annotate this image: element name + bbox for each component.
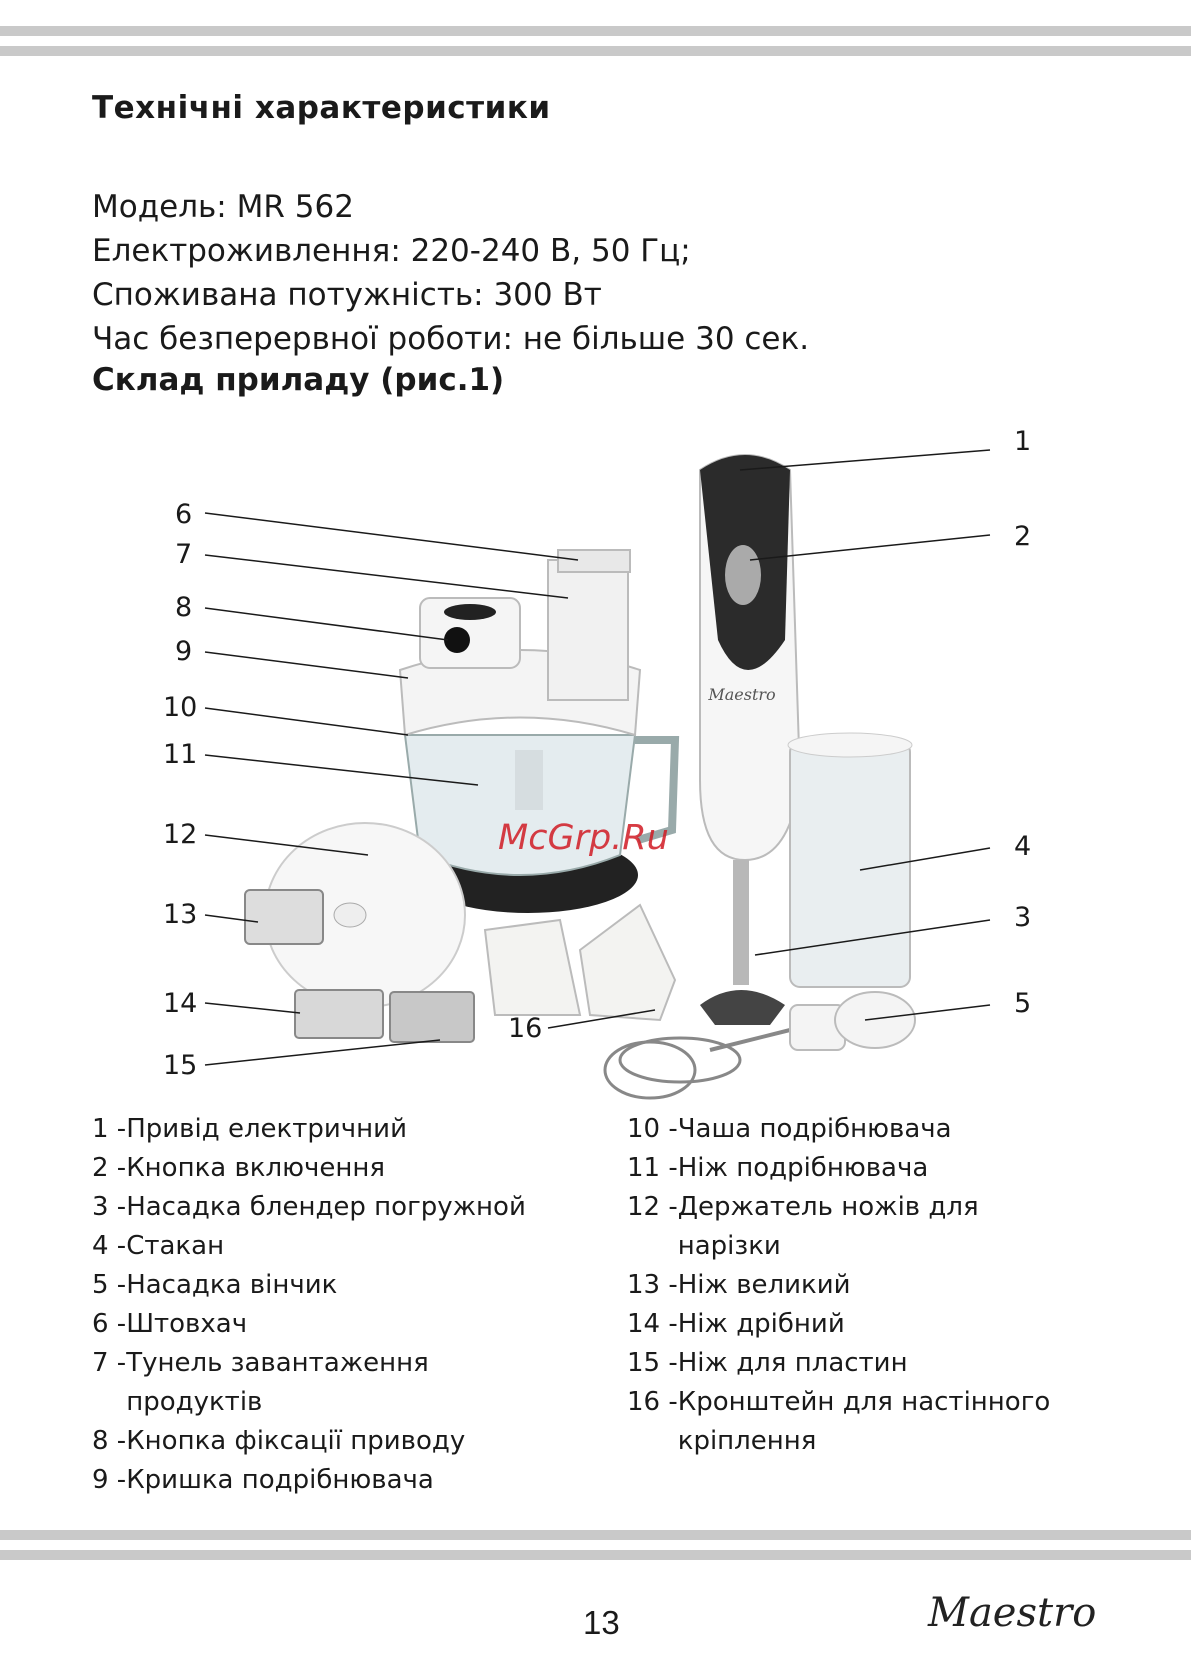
legend-item [92,1227,612,1266]
legend-num: 7 - [92,1348,127,1378]
blender-logo: Maestro [708,685,776,704]
legend-left [92,1110,612,1500]
callout-15: 15 [163,1050,198,1081]
legend-text: Ніж для пластин [677,1348,908,1378]
bottom-rule-1 [0,1530,1191,1540]
wall-bracket-illustration [485,905,675,1020]
legend-item [627,1266,1147,1305]
legend-num: 11 - [627,1153,678,1183]
callout-16: 16 [508,1013,543,1044]
legend-num: 2 - [92,1153,127,1183]
legend-right [627,1110,1147,1461]
legend-item [627,1110,1147,1149]
leader-line-9 [205,652,408,678]
legend-num: 6 - [92,1309,127,1339]
legend-item [92,1422,612,1461]
legend-text: Кнопка включення [126,1153,385,1183]
leader-line-8 [205,608,448,640]
callout-3: 3 [1014,902,1032,933]
legend-text: Стакан [126,1231,225,1261]
top-rule-1 [0,26,1191,36]
hand-blender-illustration [700,455,800,1025]
legend-item [92,1188,612,1227]
legend-text: Ніж подрібнювача [677,1153,929,1183]
slicing-disc-illustration [245,823,474,1042]
legend-num: 12 - [627,1192,678,1222]
legend-text: Кнопка фіксації приводу [126,1426,466,1456]
legend-item [627,1305,1147,1344]
legend-item [627,1188,1147,1266]
spec-list [92,185,809,361]
callout-2: 2 [1014,521,1032,552]
legend-num: 4 - [92,1231,127,1261]
legend-item [627,1149,1147,1188]
callout-5: 5 [1014,988,1032,1019]
spec-model: Модель: MR 562 [92,189,354,225]
legend-num: 9 - [92,1465,127,1495]
legend-num: 1 - [92,1114,127,1144]
legend-item [627,1383,1147,1461]
legend-item [92,1110,612,1149]
beaker-illustration [788,733,912,987]
spec-operation-time: Час безперервної роботи: не більше 30 сек. [92,321,810,357]
legend-text: Держатель ножів для нарізки [677,1192,979,1261]
bottom-rule-2 [0,1550,1191,1560]
callout-13: 13 [163,899,198,930]
callout-4: 4 [1014,831,1032,862]
legend-item [92,1344,612,1422]
legend-num: 3 - [92,1192,127,1222]
spec-power-consumption: Споживана потужність: 300 Вт [92,277,602,313]
composition-heading: Склад приладу (рис.1) [92,362,505,398]
legend-num: 5 - [92,1270,127,1300]
legend-num: 13 - [627,1270,678,1300]
legend-text: Ніж дрібний [677,1309,845,1339]
legend-text: Привід електричний [126,1114,407,1144]
legend-item [92,1305,612,1344]
legend-num: 10 - [627,1114,678,1144]
legend-text: Насадка блендер погружной [126,1192,526,1222]
callout-1: 1 [1014,426,1032,457]
legend-text: Кронштейн для настінного кріплення [677,1387,1051,1456]
page-title: Технічні характеристики [92,90,551,126]
brand-logo: Maestro [928,1590,1097,1636]
legend-item [627,1344,1147,1383]
callout-14: 14 [163,988,198,1019]
callout-12: 12 [163,819,198,850]
legend-text: Кришка подрібнювача [126,1465,434,1495]
leader-line-15 [205,1040,440,1065]
leader-line-6 [205,513,578,560]
legend-text: Штовхач [126,1309,248,1339]
top-rule-2 [0,46,1191,56]
watermark: McGrp.Ru [498,818,669,858]
legend-num: 16 - [627,1387,678,1417]
leader-line-10 [205,708,408,735]
page-number: 13 [583,1604,620,1641]
leader-line-14 [205,1003,300,1013]
legend-num: 8 - [92,1426,127,1456]
legend-item [92,1266,612,1305]
legend-text: Чаша подрібнювача [677,1114,952,1144]
callout-9: 9 [175,636,193,667]
callout-10: 10 [163,692,198,723]
callout-6: 6 [175,499,193,530]
legend-text: Насадка вінчик [126,1270,338,1300]
callout-11: 11 [163,739,198,770]
legend-item [92,1461,612,1500]
legend-num: 15 - [627,1348,678,1378]
callout-7: 7 [175,539,193,570]
product-figure [0,410,1191,1110]
callout-8: 8 [175,592,193,623]
legend-text: Тунель завантаження продуктів [126,1348,429,1417]
legend-item [92,1149,612,1188]
legend-num: 14 - [627,1309,678,1339]
leader-line-1 [740,450,990,470]
leader-line-7 [205,555,568,598]
spec-power-supply: Електроживлення: 220-240 В, 50 Гц; [92,233,691,269]
legend-text: Ніж великий [677,1270,851,1300]
